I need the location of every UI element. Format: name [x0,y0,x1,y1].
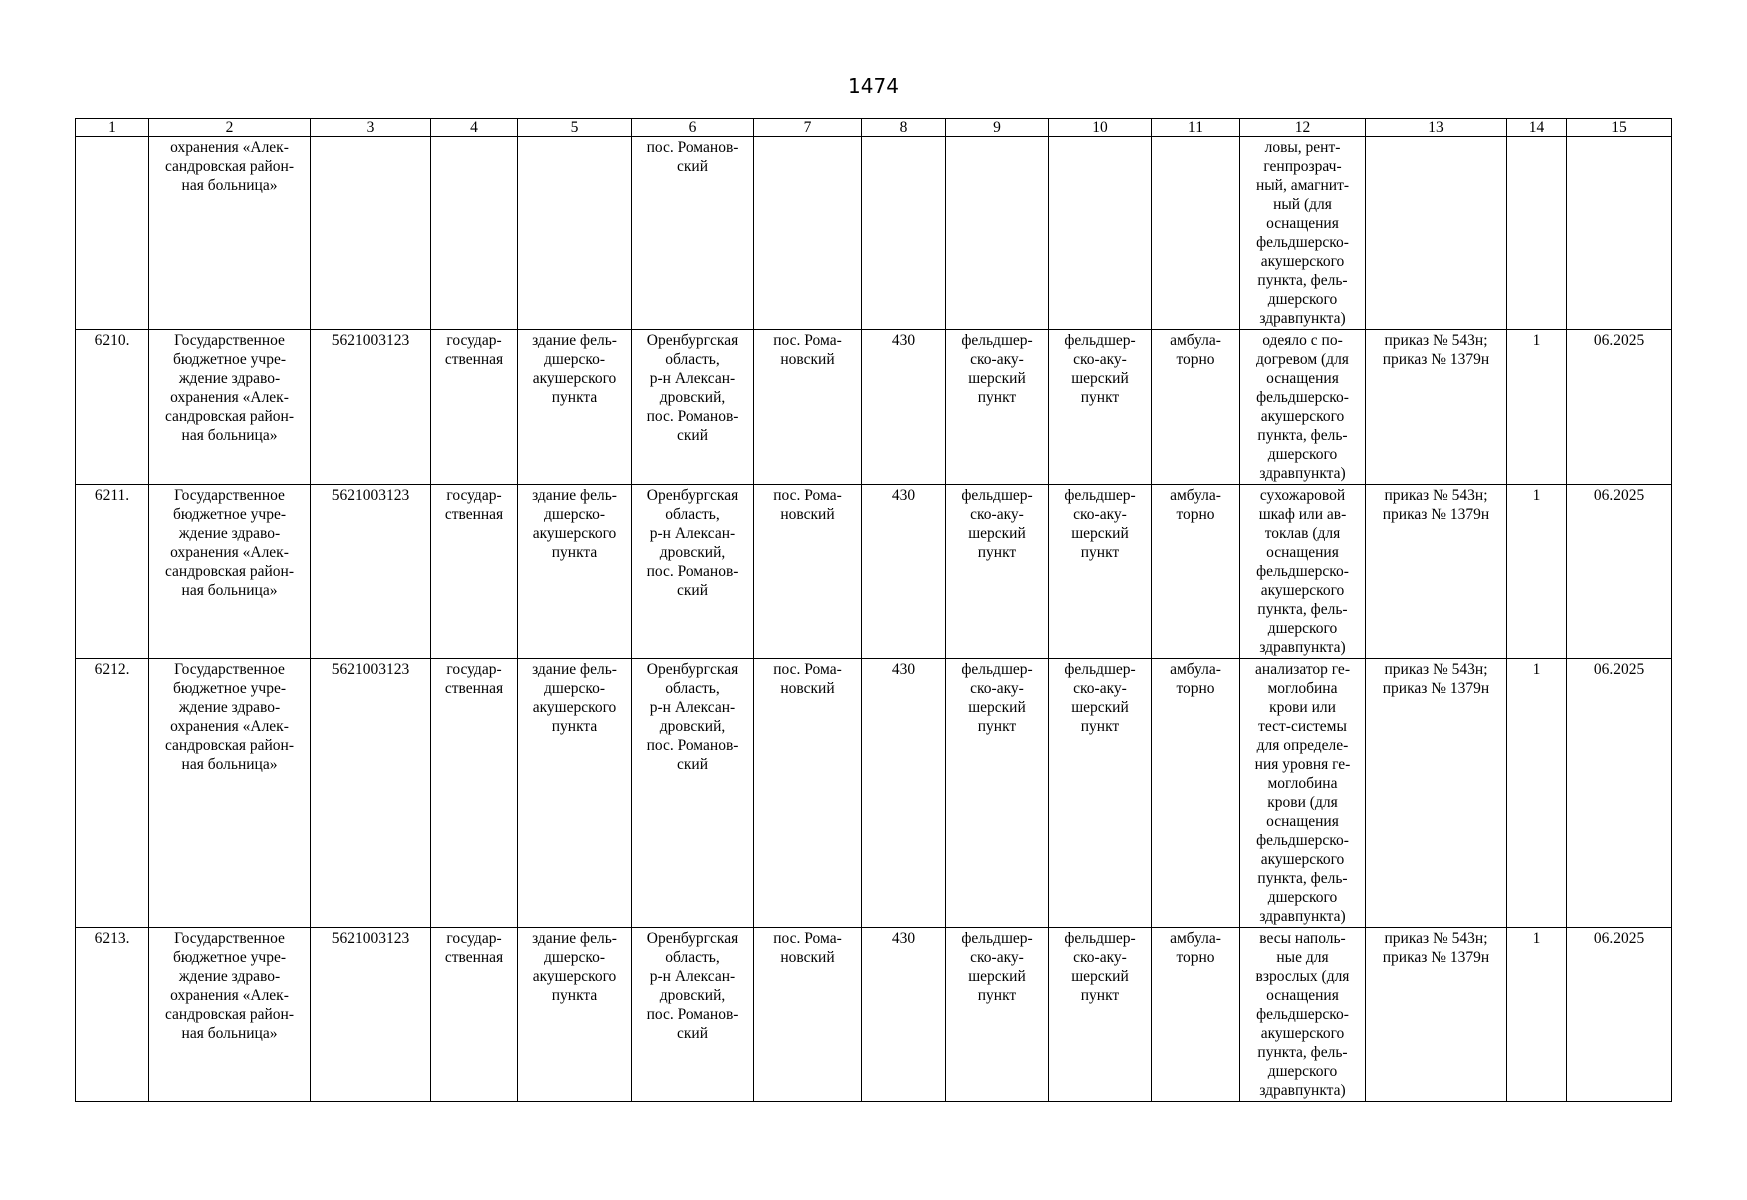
cell-facility-profile: фельдшер- ско-аку- шерский пункт [1049,485,1152,659]
cell-number: 6213. [76,928,149,1102]
cell-locality: пос. Рома- новский [754,659,862,928]
cell-order: приказ № 543н; приказ № 1379н [1366,928,1507,1102]
column-header: 10 [1049,119,1152,137]
cell-organization: Государственное бюджетное учре- ждение здраво- охранения «Алек- сандровская район- ная больница» [149,485,311,659]
column-header: 14 [1507,119,1567,137]
cell-organization: Государственное бюджетное учре- ждение здраво- охранения «Алек- сандровская район- ная больница» [149,928,311,1102]
cell-building: здание фель- дшерско- акушерского пункта [518,485,632,659]
cell-population: 430 [862,330,946,485]
cell-date: 06.2025 [1567,659,1672,928]
cell-care-form: амбула- торно [1152,928,1240,1102]
cell-inn: 5621003123 [311,928,431,1102]
cell-organization: Государственное бюджетное учре- ждение здраво- охранения «Алек- сандровская район- ная больница» [149,330,311,485]
cell-number: 6211. [76,485,149,659]
cell-number: 6210. [76,330,149,485]
cell-number [76,137,149,330]
continuation-row [76,137,1672,330]
table-row [76,485,1672,659]
column-header: 1 [76,119,149,137]
cell-care-form [1152,137,1240,330]
cell-facility-type: фельдшер- ско-аку- шерский пункт [946,659,1049,928]
cell-date: 06.2025 [1567,330,1672,485]
cell-care-form: амбула- торно [1152,485,1240,659]
cell-facility-type [946,137,1049,330]
cell-inn: 5621003123 [311,330,431,485]
column-header: 15 [1567,119,1672,137]
cell-facility-profile: фельдшер- ско-аку- шерский пункт [1049,330,1152,485]
cell-organization: Государственное бюджетное учре- ждение здраво- охранения «Алек- сандровская район- ная больница» [149,659,311,928]
cell-quantity: 1 [1507,485,1567,659]
column-header: 2 [149,119,311,137]
cell-inn: 5621003123 [311,659,431,928]
cell-building: здание фель- дшерско- акушерского пункта [518,330,632,485]
cell-equipment: ловы, рент- генпрозрач- ный, амагнит- ный (для оснащения фельдшерско- акушерского пункта, фель- дшерского здравпункта) [1240,137,1366,330]
cell-locality: пос. Рома- новский [754,928,862,1102]
cell-order: приказ № 543н; приказ № 1379н [1366,485,1507,659]
cell-address: пос. Романов- ский [632,137,754,330]
cell-date [1567,137,1672,330]
cell-date: 06.2025 [1567,485,1672,659]
cell-order: приказ № 543н; приказ № 1379н [1366,330,1507,485]
cell-population [862,137,946,330]
cell-locality [754,137,862,330]
cell-equipment: сухожаровой шкаф или ав- токлав (для оснащения фельдшерско- акушерского пункта, фель- дшерского здравпункта) [1240,485,1366,659]
cell-locality: пос. Рома- новский [754,330,862,485]
cell-number: 6212. [76,659,149,928]
cell-order: приказ № 543н; приказ № 1379н [1366,659,1507,928]
cell-ownership: государ- ственная [431,485,518,659]
cell-quantity: 1 [1507,928,1567,1102]
cell-facility-type: фельдшер- ско-аку- шерский пункт [946,330,1049,485]
cell-locality: пос. Рома- новский [754,485,862,659]
cell-quantity: 1 [1507,330,1567,485]
cell-date: 06.2025 [1567,928,1672,1102]
table-row [76,928,1672,1102]
cell-inn [311,137,431,330]
cell-organization: охранения «Алек- сандровская район- ная больница» [149,137,311,330]
column-header: 6 [632,119,754,137]
cell-address: Оренбургская область, р-н Алексан- дровский, пос. Романов- ский [632,330,754,485]
cell-quantity: 1 [1507,659,1567,928]
cell-facility-profile: фельдшер- ско-аку- шерский пункт [1049,928,1152,1102]
column-header: 13 [1366,119,1507,137]
cell-order [1366,137,1507,330]
cell-ownership: государ- ственная [431,659,518,928]
cell-quantity [1507,137,1567,330]
column-number-row [76,119,1672,137]
cell-building [518,137,632,330]
cell-address: Оренбургская область, р-н Алексан- дровский, пос. Романов- ский [632,928,754,1102]
cell-building: здание фель- дшерско- акушерского пункта [518,659,632,928]
cell-population: 430 [862,928,946,1102]
column-header: 8 [862,119,946,137]
cell-care-form: амбула- торно [1152,330,1240,485]
table-row [76,659,1672,928]
cell-care-form: амбула- торно [1152,659,1240,928]
cell-ownership [431,137,518,330]
column-header: 4 [431,119,518,137]
cell-address: Оренбургская область, р-н Алексан- дровский, пос. Романов- ский [632,485,754,659]
cell-population: 430 [862,659,946,928]
column-header: 12 [1240,119,1366,137]
cell-building: здание фель- дшерско- акушерского пункта [518,928,632,1102]
column-header: 5 [518,119,632,137]
cell-population: 430 [862,485,946,659]
table-row [76,330,1672,485]
cell-facility-profile: фельдшер- ско-аку- шерский пункт [1049,659,1152,928]
registry-table [75,118,1672,1102]
column-header: 3 [311,119,431,137]
cell-ownership: государ- ственная [431,330,518,485]
page-number: 1474 [848,74,899,98]
cell-inn: 5621003123 [311,485,431,659]
cell-equipment: анализатор ге- моглобина крови или тест-системы для определе- ния уровня ге- моглобина крови (для оснащения фельдшерско- акушерского пункта, фель- дшерского здравпункта) [1240,659,1366,928]
column-header: 11 [1152,119,1240,137]
cell-ownership: государ- ственная [431,928,518,1102]
cell-facility-type: фельдшер- ско-аку- шерский пункт [946,928,1049,1102]
cell-address: Оренбургская область, р-н Алексан- дровский, пос. Романов- ский [632,659,754,928]
cell-facility-profile [1049,137,1152,330]
cell-facility-type: фельдшер- ско-аку- шерский пункт [946,485,1049,659]
cell-equipment: весы наполь- ные для взрослых (для оснащения фельдшерско- акушерского пункта, фель- дшерского здравпункта) [1240,928,1366,1102]
cell-equipment: одеяло с по- догревом (для оснащения фельдшерско- акушерского пункта, фель- дшерского здравпункта) [1240,330,1366,485]
column-header: 9 [946,119,1049,137]
column-header: 7 [754,119,862,137]
